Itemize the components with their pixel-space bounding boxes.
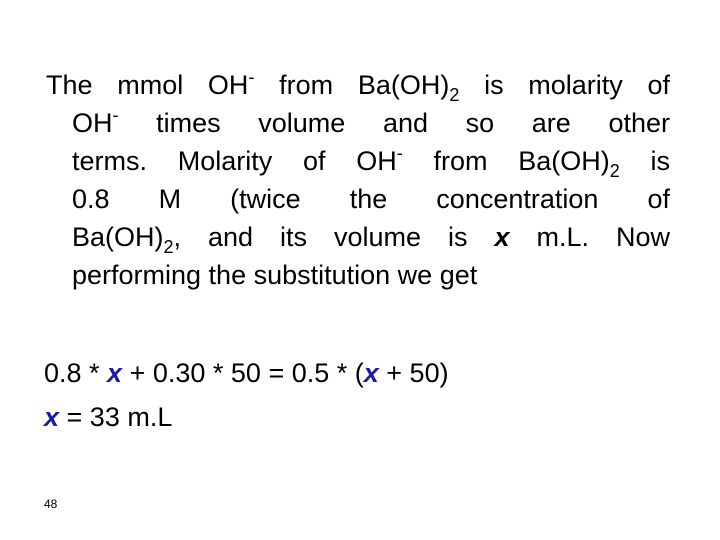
text-segment: times volume and so are other [118, 108, 670, 138]
variable-x: x [107, 358, 123, 388]
explanation-paragraph [46, 66, 670, 294]
paragraph-line-2 [46, 104, 670, 142]
variable-x: x [363, 358, 379, 388]
superscript: - [396, 143, 403, 163]
page-number: 48 [44, 497, 58, 511]
paragraph-line-6 [46, 256, 670, 294]
variable-x: x [44, 402, 60, 432]
text-segment: OH [72, 108, 113, 138]
superscript: - [248, 67, 255, 87]
paragraph-line-1 [46, 66, 670, 104]
text-segment: The mmol OH [46, 70, 249, 100]
equation-segment: + 50) [378, 358, 449, 388]
paragraph-line-5 [46, 218, 670, 256]
paragraph-line-4 [46, 180, 670, 218]
variable-x: x [494, 222, 510, 252]
text-segment: is molarity of [459, 70, 671, 100]
equation-segment: 0.8 * [44, 358, 108, 388]
equation-result [44, 400, 172, 434]
text-segment: 0.8 M (twice the concentration of [72, 184, 670, 214]
subscript: 2 [609, 161, 620, 181]
text-segment: terms. Molarity of OH [72, 146, 397, 176]
subscript: 2 [163, 237, 174, 257]
text-segment: , and its volume is [173, 222, 495, 252]
equation-segment: + 0.30 * 50 = 0.5 * ( [122, 358, 364, 388]
text-segment: from Ba(OH) [254, 70, 450, 100]
subscript: 2 [449, 85, 460, 105]
equation-substitution [44, 356, 449, 390]
text-segment: is [619, 146, 670, 176]
text-segment: from Ba(OH) [402, 146, 610, 176]
text-segment: m.L. Now [509, 222, 671, 252]
text-segment: Ba(OH) [72, 222, 164, 252]
text-segment: performing the substitution we get [72, 260, 478, 290]
equation-segment: = 33 m.L [59, 402, 173, 432]
superscript: - [112, 105, 119, 125]
paragraph-line-3 [46, 142, 670, 180]
